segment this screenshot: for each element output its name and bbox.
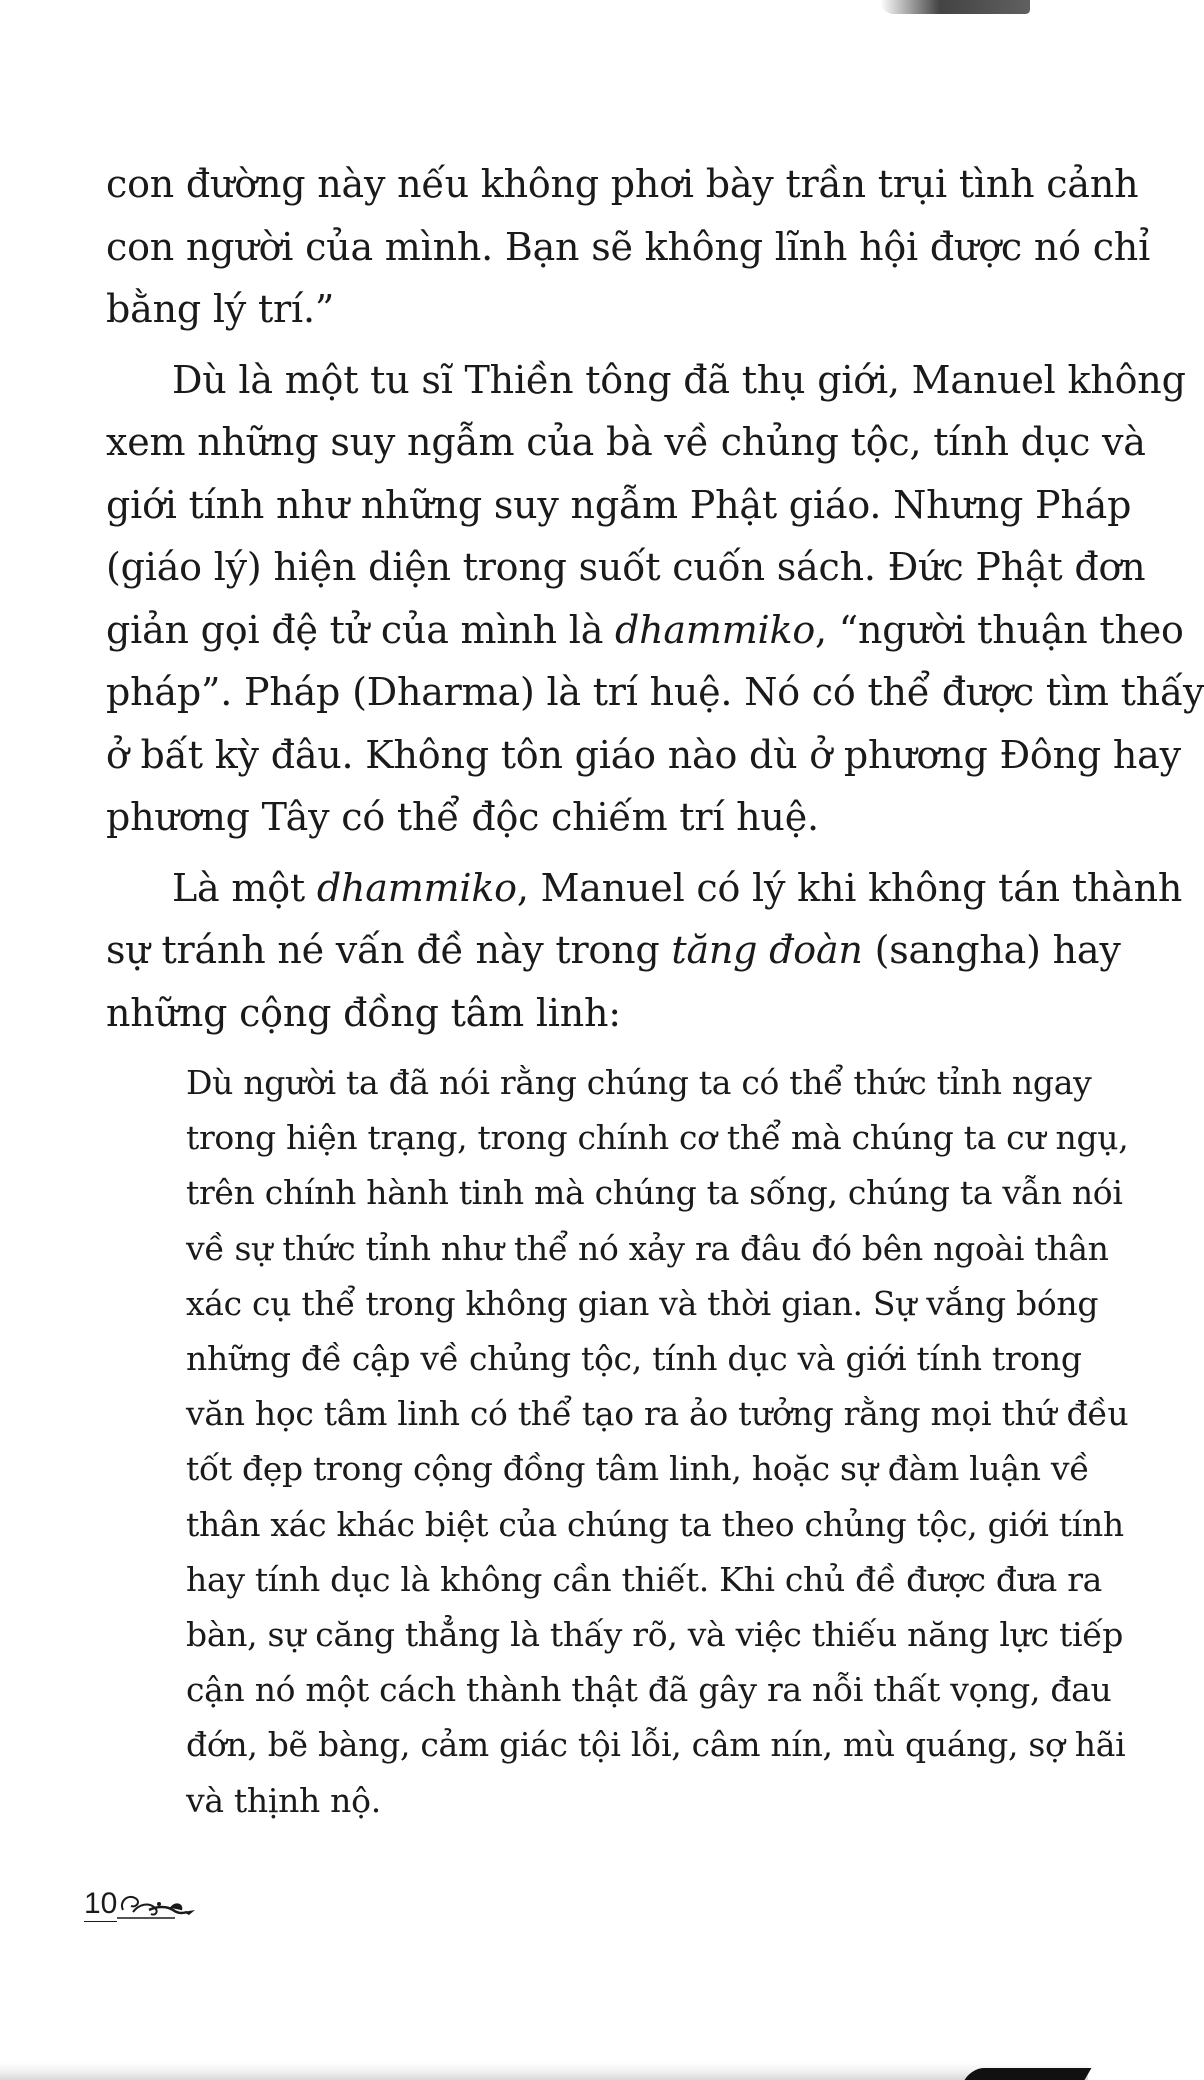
text-line: phương Tây có thể độc chiếm trí huệ. <box>106 795 819 839</box>
scan-shadow-corner <box>965 2068 1092 2080</box>
paragraph-3 <box>106 857 1183 1045</box>
text-run: (sangha) hay <box>862 928 1121 972</box>
flourish-ornament-icon <box>115 1888 215 1924</box>
quote-line: về sự thức tỉnh như thể nó xảy ra đâu đó bên ngoài thân <box>186 1228 1109 1268</box>
italic-term: dhammiko <box>615 607 816 652</box>
text-line: giới tính như những suy ngẫm Phật giáo. Nhưng Pháp <box>106 482 1132 527</box>
quote-line: hay tính dục là không cần thiết. Khi chủ đề được đưa ra <box>186 1559 1103 1599</box>
text-line <box>106 599 1184 662</box>
block-quote <box>186 1055 1129 1828</box>
paragraph-1 <box>106 153 1151 341</box>
text-line: pháp”. Pháp (Dharma) là trí huệ. Nó có thể được tìm thấy <box>106 670 1204 714</box>
text-run: Là một <box>172 865 317 910</box>
page-number: 10 <box>84 1887 118 1920</box>
quote-line: văn học tâm linh có thể tạo ra ảo tưởng rằng mọi thứ đều <box>186 1394 1129 1434</box>
quote-line: bàn, sự căng thẳng là thấy rõ, và việc thiếu năng lực tiếp <box>186 1615 1124 1655</box>
text-run: , “người thuận theo <box>815 607 1184 652</box>
page-footer <box>84 1888 215 1922</box>
quote-line: đớn, bẽ bàng, cảm giác tội lỗi, câm nín, mù quáng, sợ hãi <box>186 1725 1126 1765</box>
quote-line: Dù người ta đã nói rằng chúng ta có thể thức tỉnh ngay <box>186 1063 1092 1102</box>
quote-line: cận nó một cách thành thật đã gây ra nỗi thất vọng, đau <box>186 1670 1112 1710</box>
quote-line: xác cụ thể trong không gian và thời gian. Sự vắng bóng <box>186 1283 1099 1323</box>
text-line: bằng lý trí.” <box>106 287 335 331</box>
text-run: sự tránh né vấn đề này trong <box>106 928 672 972</box>
text-line: (giáo lý) hiện diện trong suốt cuốn sách. Đức Phật đơn <box>106 545 1146 589</box>
quote-line: tốt đẹp trong cộng đồng tâm linh, hoặc sự đàm luận về <box>186 1449 1090 1489</box>
text-line <box>106 919 1121 982</box>
italic-term: tăng đoàn <box>671 928 863 972</box>
text-run: , Manuel có lý khi không tán thành <box>516 865 1183 910</box>
quote-line: trong hiện trạng, trong chính cơ thể mà chúng ta cư ngụ, <box>186 1118 1129 1158</box>
quote-line: những đề cập về chủng tộc, tính dục và giới tính trong <box>186 1339 1082 1379</box>
scan-shadow-top <box>880 0 1030 14</box>
text-line: Dù là một tu sĩ Thiền tông đã thụ giới, Manuel không <box>172 357 1186 402</box>
text-line: những cộng đồng tâm linh: <box>106 990 621 1035</box>
quote-line: và thịnh nộ. <box>186 1780 381 1820</box>
text-run: giản gọi đệ tử của mình là <box>106 607 616 652</box>
text-line: con đường này nếu không phơi bày trần trụi tình cảnh <box>106 162 1139 206</box>
text-line: con người của mình. Bạn sẽ không lĩnh hội được nó chỉ <box>106 224 1151 269</box>
body-text <box>106 153 1204 1044</box>
text-line <box>106 857 1183 920</box>
quote-line: thân xác khác biệt của chúng ta theo chủng tộc, giới tính <box>186 1504 1124 1544</box>
text-line: xem những suy ngẫm của bà về chủng tộc, tính dục và <box>106 420 1146 464</box>
scan-shadow-bottom <box>0 2062 1088 2080</box>
text-line: ở bất kỳ đâu. Không tôn giáo nào dù ở phương Đông hay <box>106 732 1181 777</box>
italic-term: dhammiko <box>316 865 517 910</box>
quote-line: trên chính hành tinh mà chúng ta sống, chúng ta vẫn nói <box>186 1173 1123 1213</box>
paragraph-2 <box>106 349 1204 849</box>
